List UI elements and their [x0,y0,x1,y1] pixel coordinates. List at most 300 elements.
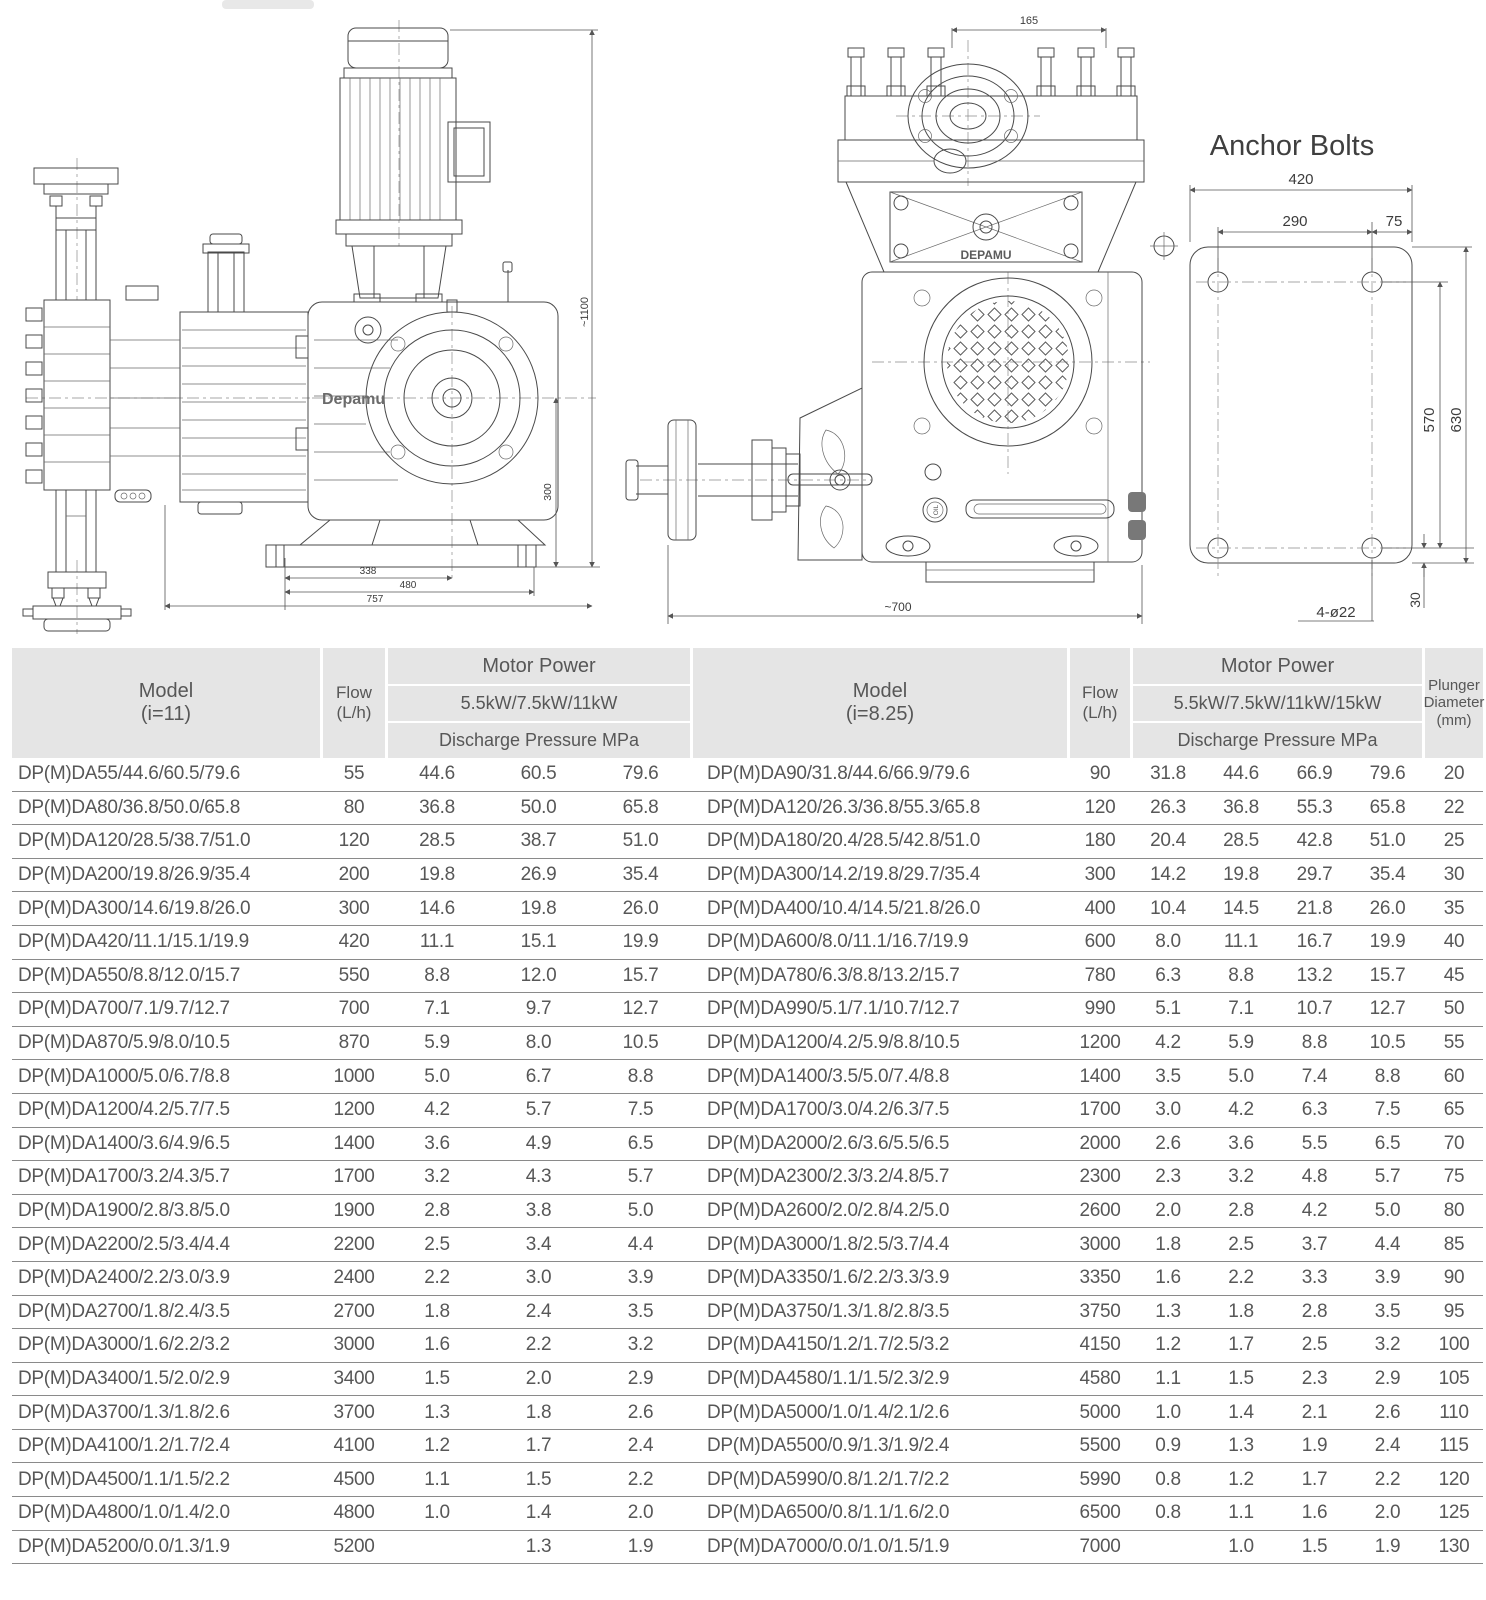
table-row [12,1094,1483,1128]
oil-label: OIL [933,504,940,516]
pressure-cell-right: 31.8 [1150,763,1186,785]
pressure-cell-left: 8.0 [525,1032,552,1054]
flow-cell-right: 5000 [1079,1401,1121,1423]
plunger-diameter-cell: 50 [1443,998,1465,1020]
technical-drawings [0,0,1486,648]
flow-cell-left: 3000 [333,1334,375,1356]
model-cell-right: DP(M)DA5990/0.8/1.2/1.7/2.2 [707,1468,950,1490]
model-cell-right: DP(M)DA1400/3.5/5.0/7.4/8.8 [707,1065,950,1087]
dim-outer-height: 630 [1448,407,1465,433]
pressure-cell-right: 1.2 [1228,1468,1254,1490]
pressure-cell-left: 1.8 [525,1401,552,1423]
pressure-cell-left: 1.4 [525,1502,552,1524]
pressure-cell-left: 19.8 [520,897,557,919]
pump-front-view-drawing [23,20,600,634]
pressure-cell-left: 28.5 [419,830,455,852]
flow-cell-left: 1400 [333,1132,375,1154]
pressure-cell-right: 3.3 [1301,1267,1328,1289]
table-row [12,1363,1483,1397]
model-cell-right: DP(M)DA120/26.3/36.8/55.3/65.8 [707,796,981,818]
pressure-cell-right: 2.0 [1374,1502,1401,1524]
pressure-cell-left: 3.8 [525,1200,552,1222]
pressure-cell-left: 26.0 [622,897,659,919]
header-motor-power-right: Motor Power [1133,648,1422,684]
pressure-cell-right: 1.3 [1228,1435,1254,1457]
flow-cell-left: 55 [343,763,365,785]
pressure-cell-right: 2.5 [1301,1334,1328,1356]
lantern-frame-side [846,182,1178,272]
table-row [12,993,1483,1027]
pressure-cell-right: 36.8 [1223,796,1259,818]
fan-grille [924,278,1092,446]
pressure-cell-left: 5.9 [424,1032,450,1054]
plunger-diameter-cell: 65 [1443,1099,1465,1121]
flow-cell-right: 3000 [1079,1233,1121,1255]
header-model-i11: Model (i=11) [12,648,320,758]
pressure-cell-left: 60.5 [520,763,557,785]
pressure-cell-right: 20.4 [1150,830,1186,852]
model-cell-right: DP(M)DA3750/1.3/1.8/2.8/3.5 [707,1300,950,1322]
pressure-cell-left: 7.5 [627,1099,654,1121]
plunger-diameter-cell: 115 [1439,1435,1469,1457]
table-row [12,1195,1483,1229]
stud-bolts [847,48,1135,96]
pressure-cell-right: 2.1 [1301,1401,1328,1423]
hydraulic-end-front [115,234,308,514]
pressure-cell-left: 3.6 [424,1132,450,1154]
flow-cell-left: 4500 [333,1468,375,1490]
pressure-cell-left: 8.8 [424,964,450,986]
flow-cell-right: 5500 [1079,1435,1121,1457]
pressure-cell-right: 1.3 [1155,1300,1181,1322]
pump-head-stack-front [26,286,180,490]
pressure-cell-right: 2.6 [1155,1132,1181,1154]
pressure-cell-right: 8.8 [1228,964,1254,986]
plunger-diameter-cell: 70 [1443,1132,1465,1154]
flow-cell-right: 3750 [1079,1300,1121,1322]
pressure-cell-left: 1.5 [424,1367,450,1389]
pressure-cell-left: 2.5 [424,1233,450,1255]
pressure-cell-right: 2.4 [1374,1435,1401,1457]
pressure-cell-right: 19.9 [1369,931,1406,953]
table-row [12,1161,1483,1195]
pressure-cell-left: 2.9 [627,1367,654,1389]
pressure-cell-right: 14.5 [1223,897,1259,919]
model-cell-right: DP(M)DA300/14.2/19.8/29.7/35.4 [707,864,981,886]
header-flow-left: Flow (L/h) [323,648,385,758]
flow-cell-right: 4150 [1079,1334,1121,1356]
model-cell-left: DP(M)DA3000/1.6/2.2/3.2 [18,1334,230,1356]
pressure-cell-left: 44.6 [419,763,455,785]
pressure-cell-left: 12.7 [622,998,659,1020]
pressure-cell-left: 9.7 [525,998,552,1020]
header-model-i825: Model (i=8.25) [693,648,1067,758]
model-cell-left: DP(M)DA1700/3.2/4.3/5.7 [18,1166,230,1188]
flow-cell-right: 6500 [1079,1502,1121,1524]
pressure-cell-right: 4.2 [1155,1032,1181,1054]
flow-cell-left: 3700 [333,1401,375,1423]
anchor-bolts-title: Anchor Bolts [1209,130,1375,162]
model-cell-left: DP(M)DA300/14.6/19.8/26.0 [18,897,251,919]
pressure-cell-left: 5.7 [627,1166,654,1188]
suction-bracket-side [626,388,872,560]
pressure-cell-right: 1.6 [1301,1502,1328,1524]
pressure-cell-left: 79.6 [622,763,659,785]
flow-cell-left: 1900 [333,1200,375,1222]
pressure-cell-right: 1.7 [1228,1334,1254,1356]
model-cell-right: DP(M)DA7000/0.0/1.0/1.5/1.9 [707,1535,950,1557]
model-cell-right: DP(M)DA400/10.4/14.5/21.8/26.0 [707,897,981,919]
flow-cell-left: 5200 [333,1535,375,1557]
model-cell-left: DP(M)DA2400/2.2/3.0/3.9 [18,1267,230,1289]
dim-edge-offset-x: 75 [1385,213,1403,230]
table-row [12,1531,1483,1565]
model-cell-right: DP(M)DA5500/0.9/1.3/1.9/2.4 [707,1435,950,1457]
table-row [12,825,1483,859]
flow-cell-right: 780 [1084,964,1116,986]
model-cell-left: DP(M)DA1400/3.6/4.9/6.5 [18,1132,230,1154]
side-view-dimensions [668,15,1142,624]
pressure-cell-right: 10.4 [1150,897,1186,919]
pressure-cell-left: 15.7 [622,964,659,986]
table-row [12,1430,1483,1464]
flow-cell-left: 2700 [333,1300,375,1322]
pressure-cell-right: 5.1 [1155,998,1181,1020]
pressure-cell-right: 26.3 [1150,796,1186,818]
plunger-diameter-cell: 75 [1443,1166,1465,1188]
flow-cell-right: 90 [1089,763,1111,785]
pressure-cell-right: 1.9 [1301,1435,1328,1457]
header-motor-power-left: Motor Power [388,648,690,684]
pressure-cell-left: 3.9 [627,1267,654,1289]
dim-base-a: 338 [359,566,377,577]
flow-cell-right: 600 [1084,931,1116,953]
model-cell-left: DP(M)DA2700/1.8/2.4/3.5 [18,1300,230,1322]
header-plunger-diameter: Plunger Diameter (mm) [1425,648,1483,758]
pressure-cell-right: 79.6 [1369,763,1406,785]
plunger-diameter-cell: 85 [1443,1233,1465,1255]
flow-cell-right: 1400 [1079,1065,1121,1087]
flow-cell-left: 420 [338,931,370,953]
pressure-cell-right: 13.2 [1296,964,1333,986]
pressure-cell-left: 2.4 [627,1435,654,1457]
spec-table-header [12,648,1483,758]
plunger-diameter-cell: 35 [1443,897,1465,919]
pressure-cell-right: 3.0 [1155,1099,1181,1121]
model-cell-left: DP(M)DA1900/2.8/3.8/5.0 [18,1200,230,1222]
anchor-bolts-dimensions [1190,171,1474,621]
table-row [12,1027,1483,1061]
pressure-cell-left: 1.3 [525,1535,552,1557]
plunger-diameter-cell: 20 [1443,763,1465,785]
pressure-cell-right: 1.0 [1155,1401,1181,1423]
pressure-cell-right: 21.8 [1296,897,1333,919]
pressure-cell-right: 1.8 [1155,1233,1181,1255]
model-cell-right: DP(M)DA2300/2.3/3.2/4.8/5.7 [707,1166,950,1188]
table-row [12,1463,1483,1497]
dim-bolt-span-x: 290 [1282,213,1308,230]
pressure-cell-right: 2.3 [1155,1166,1181,1188]
model-cell-right: DP(M)DA5000/1.0/1.4/2.1/2.6 [707,1401,950,1423]
plunger-diameter-cell: 105 [1438,1367,1470,1389]
pressure-cell-left: 5.0 [424,1065,450,1087]
pressure-cell-right: 3.5 [1374,1300,1401,1322]
pressure-cell-left: 4.9 [525,1132,552,1154]
flow-cell-right: 3350 [1079,1267,1121,1289]
plunger-diameter-cell: 55 [1443,1032,1465,1054]
pressure-cell-right: 1.5 [1301,1535,1328,1557]
table-row [12,926,1483,960]
pressure-cell-left: 2.0 [525,1367,552,1389]
flow-cell-left: 200 [338,864,370,886]
dim-center-height: 300 [542,483,554,501]
pressure-cell-left: 6.5 [627,1132,654,1154]
model-cell-left: DP(M)DA5200/0.0/1.3/1.9 [18,1535,230,1557]
pressure-cell-right: 44.6 [1223,763,1259,785]
pressure-cell-left: 1.3 [424,1401,450,1423]
spec-table-body [12,758,1483,1564]
header-discharge-left: Discharge Pressure MPa [388,723,690,758]
model-cell-left: DP(M)DA3400/1.5/2.0/2.9 [18,1367,230,1389]
pressure-cell-right: 1.2 [1155,1334,1181,1356]
table-row [12,758,1483,792]
dim-outer-width: 420 [1288,171,1314,188]
pressure-cell-right: 3.2 [1228,1166,1254,1188]
pressure-cell-right: 3.2 [1374,1334,1401,1356]
anchor-bolts-diagram [1190,130,1474,621]
oil-sight-glass [923,498,947,522]
pressure-cell-left: 2.2 [424,1267,450,1289]
motor-front [336,28,490,302]
model-cell-left: DP(M)DA2200/2.5/3.4/4.4 [18,1233,230,1255]
flow-cell-right: 400 [1084,897,1116,919]
pressure-cell-right: 2.9 [1374,1367,1401,1389]
pressure-cell-left: 51.0 [622,830,659,852]
pressure-cell-right: 35.4 [1369,864,1406,886]
pressure-cell-right: 16.7 [1296,931,1333,953]
table-row [12,1329,1483,1363]
pressure-cell-right: 3.9 [1374,1267,1401,1289]
pressure-cell-left: 1.7 [525,1435,552,1457]
pressure-cell-left: 3.2 [627,1334,654,1356]
flow-cell-right: 2000 [1079,1132,1121,1154]
pressure-cell-right: 3.5 [1155,1065,1181,1087]
model-cell-right: DP(M)DA780/6.3/8.8/13.2/15.7 [707,964,960,986]
pressure-cell-right: 7.5 [1374,1099,1401,1121]
pressure-cell-right: 3.6 [1228,1132,1254,1154]
pressure-cell-left: 1.2 [424,1435,450,1457]
pressure-cell-right: 6.3 [1301,1099,1328,1121]
pressure-cell-right: 2.5 [1228,1233,1254,1255]
plunger-diameter-cell: 125 [1438,1502,1470,1524]
dim-overall-width: ~700 [884,600,912,614]
table-row [12,892,1483,926]
pressure-cell-right: 14.2 [1150,864,1186,886]
model-cell-right: DP(M)DA90/31.8/44.6/66.9/79.6 [707,763,970,785]
front-view-dimensions [165,30,600,610]
pressure-cell-right: 1.4 [1228,1401,1254,1423]
flow-cell-right: 1700 [1079,1099,1121,1121]
pressure-cell-right: 2.8 [1301,1300,1328,1322]
plunger-diameter-cell: 25 [1443,830,1465,852]
pressure-cell-left: 11.1 [419,931,455,953]
pressure-cell-right: 10.7 [1296,998,1333,1020]
plunger-diameter-cell: 130 [1438,1535,1470,1557]
flow-cell-left: 120 [338,830,370,852]
pressure-cell-right: 1.8 [1228,1300,1254,1322]
model-cell-right: DP(M)DA180/20.4/28.5/42.8/51.0 [707,830,981,852]
model-cell-left: DP(M)DA420/11.1/15.1/19.9 [18,931,249,953]
pressure-cell-left: 2.8 [424,1200,450,1222]
pressure-cell-left: 1.1 [424,1468,450,1490]
pressure-cell-left: 38.7 [520,830,557,852]
pressure-cell-right: 6.5 [1374,1132,1401,1154]
table-row [12,1060,1483,1094]
model-cell-left: DP(M)DA80/36.8/50.0/65.8 [18,796,240,818]
plunger-diameter-cell: 90 [1443,1267,1465,1289]
flow-cell-left: 2400 [333,1267,375,1289]
pressure-cell-left: 5.0 [627,1200,654,1222]
header-flow-right: Flow (L/h) [1070,648,1130,758]
pressure-cell-right: 5.7 [1374,1166,1401,1188]
flow-cell-right: 4580 [1079,1367,1121,1389]
pressure-cell-right: 28.5 [1223,830,1259,852]
pressure-cell-right: 55.3 [1296,796,1333,818]
dim-overall-height: ~1100 [579,296,591,328]
top-bolt-plate-side [838,48,1144,182]
dim-top-width: 165 [1019,15,1039,27]
flow-cell-left: 870 [338,1032,370,1054]
pressure-cell-right: 8.0 [1155,931,1181,953]
flow-cell-left: 3400 [333,1367,375,1389]
table-row [12,1262,1483,1296]
gearbox-body-side [862,272,1146,582]
pressure-cell-right: 2.3 [1301,1367,1328,1389]
pressure-cell-right: 65.8 [1369,796,1406,818]
pressure-cell-left: 14.6 [419,897,455,919]
pressure-cell-left: 10.5 [622,1032,659,1054]
table-row [12,1228,1483,1262]
model-cell-right: DP(M)DA6500/0.8/1.1/1.6/2.0 [707,1502,950,1524]
pressure-cell-right: 5.5 [1301,1132,1328,1154]
pressure-cell-right: 4.8 [1301,1166,1328,1188]
pressure-cell-right: 3.7 [1301,1233,1328,1255]
pressure-cell-right: 0.8 [1155,1502,1181,1524]
pressure-cell-left: 1.8 [424,1300,450,1322]
flow-cell-right: 990 [1084,998,1116,1020]
header-discharge-right: Discharge Pressure MPa [1133,723,1422,758]
pressure-cell-left: 19.8 [419,864,455,886]
gearbox-housing-front [308,262,558,520]
pressure-cell-left: 4.4 [627,1233,654,1255]
pressure-cell-right: 5.9 [1228,1032,1254,1054]
flow-cell-right: 180 [1084,830,1116,852]
plunger-diameter-cell: 30 [1443,864,1465,886]
plunger-diameter-cell: 120 [1438,1468,1470,1490]
plunger-diameter-cell: 22 [1443,796,1465,818]
pressure-cell-left: 35.4 [622,864,659,886]
pressure-cell-right: 1.6 [1155,1267,1181,1289]
model-cell-left: DP(M)DA550/8.8/12.0/15.7 [18,964,240,986]
pressure-cell-left: 50.0 [520,796,557,818]
pressure-cell-right: 1.7 [1301,1468,1328,1490]
flow-cell-left: 4800 [333,1502,375,1524]
table-row [12,859,1483,893]
pressure-cell-left: 15.1 [520,931,557,953]
flow-cell-right: 1200 [1079,1032,1121,1054]
pressure-cell-right: 1.5 [1228,1367,1254,1389]
anchor-bolt-holes [1196,258,1406,576]
pressure-cell-left: 2.2 [525,1334,552,1356]
pressure-cell-left: 2.6 [627,1401,654,1423]
pressure-cell-left: 1.5 [525,1468,552,1490]
pressure-cell-right: 15.7 [1369,964,1406,986]
model-cell-right: DP(M)DA4150/1.2/1.7/2.5/3.2 [707,1334,950,1356]
flow-cell-left: 1000 [333,1065,375,1087]
pressure-cell-left: 6.7 [525,1065,552,1087]
pressure-cell-left: 26.9 [520,864,557,886]
dim-bolt-span-y: 570 [1421,407,1438,433]
dim-base-c: 757 [366,594,384,605]
plunger-diameter-cell: 40 [1443,931,1465,953]
model-cell-right: DP(M)DA3000/1.8/2.5/3.7/4.4 [707,1233,950,1255]
pressure-cell-left: 1.9 [627,1535,654,1557]
pump-side-view-drawing [626,15,1178,624]
flow-cell-right: 300 [1084,864,1116,886]
header-power-ratings-right: 5.5kW/7.5kW/11kW/15kW [1133,686,1422,721]
pressure-cell-left: 4.3 [525,1166,552,1188]
brand-label-front: Depamu [322,391,386,408]
flow-cell-left: 1200 [333,1099,375,1121]
plunger-diameter-cell: 45 [1443,964,1465,986]
dim-edge-offset-y: 30 [1407,592,1423,608]
pressure-cell-right: 19.8 [1223,864,1259,886]
flow-cell-left: 2200 [333,1233,375,1255]
model-cell-left: DP(M)DA870/5.9/8.0/10.5 [18,1032,230,1054]
flow-cell-right: 2600 [1079,1200,1121,1222]
pressure-cell-right: 4.2 [1228,1099,1254,1121]
brand-label-side: DEPAMU [960,248,1012,262]
bolt-holes-callout: 4-ø22 [1316,604,1356,621]
model-cell-left: DP(M)DA4100/1.2/1.7/2.4 [18,1435,230,1457]
pressure-cell-left: 3.4 [525,1233,552,1255]
pressure-cell-left: 4.2 [424,1099,450,1121]
pressure-cell-right: 1.9 [1374,1535,1401,1557]
pressure-cell-right: 11.1 [1223,931,1259,953]
pump-base-front [266,520,545,567]
model-cell-right: DP(M)DA2000/2.6/3.6/5.5/6.5 [707,1132,950,1154]
pressure-cell-right: 2.2 [1374,1468,1401,1490]
pressure-cell-left: 7.1 [424,998,450,1020]
pressure-cell-left: 2.2 [627,1468,654,1490]
pressure-cell-right: 8.8 [1301,1032,1328,1054]
pressure-cell-right: 1.1 [1155,1367,1181,1389]
pressure-cell-left: 1.0 [424,1502,450,1524]
pressure-cell-right: 6.3 [1155,964,1181,986]
pressure-cell-left: 12.0 [520,964,557,986]
model-cell-right: DP(M)DA600/8.0/11.1/16.7/19.9 [707,931,969,953]
pressure-cell-left: 5.7 [525,1099,552,1121]
pressure-cell-left: 1.6 [424,1334,450,1356]
pressure-cell-right: 1.1 [1228,1502,1254,1524]
model-cell-left: DP(M)DA3700/1.3/1.8/2.6 [18,1401,230,1423]
pressure-cell-right: 26.0 [1369,897,1406,919]
pressure-cell-right: 7.4 [1301,1065,1328,1087]
pressure-cell-right: 2.2 [1228,1267,1254,1289]
table-row [12,792,1483,826]
flow-cell-left: 4100 [333,1435,375,1457]
flow-cell-left: 300 [338,897,370,919]
